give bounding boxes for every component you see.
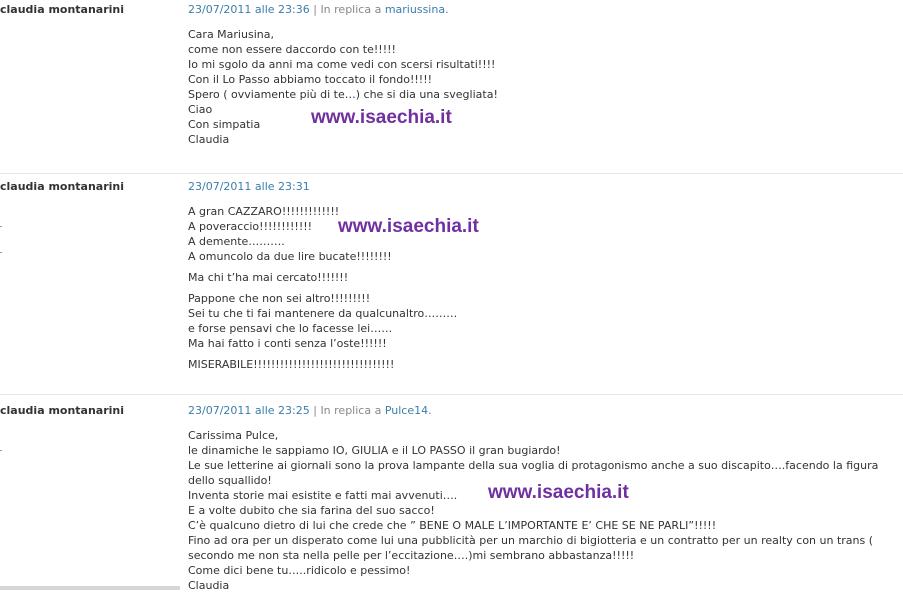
comment-line: Sei tu che ti fai mantenere da qualcunaltro……… (188, 307, 458, 320)
comment-line: Io mi sgolo da anni ma come vedi con scersi risultati!!!! (188, 58, 496, 71)
comment-line: e forse pensavi che lo facesse lei…… (188, 322, 393, 335)
comment-body (188, 204, 902, 372)
comment-date-link[interactable]: 23/07/2011 alle 23:31 (188, 180, 310, 193)
comment-line: Claudia (188, 579, 230, 592)
comment-line: Ma chi t’ha mai cercato!!!!!!! (188, 271, 349, 284)
comment-line: MISERABILE!!!!!!!!!!!!!!!!!!!!!!!!!!!!!!!! (188, 358, 395, 371)
comment-date-link[interactable]: 23/07/2011 alle 23:25 (188, 404, 310, 417)
comment-line: Pappone che non sei altro!!!!!!!!! (188, 292, 371, 305)
comment-line: secondo me non sta nella pelle per l’eccitazione….)mi sembrano abbastanza!!!!! (188, 549, 635, 562)
meta-separator: | (313, 3, 317, 16)
comment-body (188, 428, 902, 593)
comment-line: A gran CAZZARO!!!!!!!!!!!!! (188, 205, 340, 218)
comment-line: Spero ( ovviamente più di te…) che si dia una svegliata! (188, 88, 498, 101)
reply-to-link[interactable]: Pulce14 (384, 404, 429, 417)
comment-line: Come dici bene tu…..ridicolo e pessimo! (188, 564, 411, 577)
watermark-text: www.isaechia.it (338, 216, 479, 237)
comment-line: le dinamiche le sappiamo IO, GIULIA e il LO PASSO il gran bugiardo! (188, 444, 561, 457)
watermark-text: www.isaechia.it (488, 482, 629, 503)
watermark-text: www.isaechia.it (311, 107, 452, 128)
edge-tick (0, 252, 2, 253)
comment-line: C’è qualcuno dietro di lui che crede che ” BENE O MALE L’IMPORTANTE E’ CHE SE NE PARLI”!!!!! (188, 519, 717, 532)
reply-label: In replica a (320, 404, 382, 417)
comment-divider (0, 394, 903, 395)
comment-line: Fino ad ora per un disperato come lui una pubblicità per un marchio di bigiotteria e un contratto per un realty con un trans ( (188, 534, 874, 547)
comment-author: claudia montanarini (0, 180, 125, 193)
comment-meta (188, 3, 449, 16)
comment-date-link[interactable]: 23/07/2011 alle 23:36 (188, 3, 310, 16)
reply-label: In replica a (320, 3, 382, 16)
comment-divider (0, 173, 903, 174)
comment-line: A demente………. (188, 235, 285, 248)
comment-line: Carissima Pulce, (188, 429, 279, 442)
comment-line: Con simpatia (188, 118, 261, 131)
comment-meta (188, 180, 310, 193)
edge-tick (0, 450, 2, 451)
comment-line: dello squallido! (188, 474, 272, 487)
comment-line: Ciao (188, 103, 213, 116)
comment-line: A omuncolo da due lire bucate!!!!!!!! (188, 250, 392, 263)
reply-suffix: . (428, 404, 432, 417)
edge-tick (0, 226, 2, 227)
comment-line: Ma hai fatto i conti senza l’oste!!!!!! (188, 337, 387, 350)
reply-to-link[interactable]: mariussina (384, 3, 446, 16)
comment-line: Cara Mariusina, (188, 28, 274, 41)
meta-separator: | (313, 404, 317, 417)
comment-line: Claudia (188, 133, 230, 146)
reply-suffix: . (445, 3, 449, 16)
comment-line: Inventa storie mai esistite e fatti mai avvenuti…. (188, 489, 458, 502)
comment-meta (188, 404, 432, 417)
comment-body (188, 27, 902, 147)
comment-line: A poveraccio!!!!!!!!!!!! (188, 220, 313, 233)
comment-1 (0, 3, 903, 163)
comment-line: E a volte dubito che sia farina del suo sacco! (188, 504, 435, 517)
comment-line: come non essere daccordo con te!!!!! (188, 43, 396, 56)
comment-2 (0, 180, 903, 380)
comment-3 (0, 404, 903, 590)
comment-author: claudia montanarini (0, 404, 125, 417)
comment-author: claudia montanarini (0, 3, 125, 16)
comment-line: Le sue letterine ai giornali sono la prova lampante della sua voglia di protagonismo anche a suo discapito….facendo la figura (188, 459, 879, 472)
horizontal-scrollbar[interactable] (0, 586, 180, 590)
comment-line: Con il Lo Passo abbiamo toccato il fondo!!!!! (188, 73, 433, 86)
